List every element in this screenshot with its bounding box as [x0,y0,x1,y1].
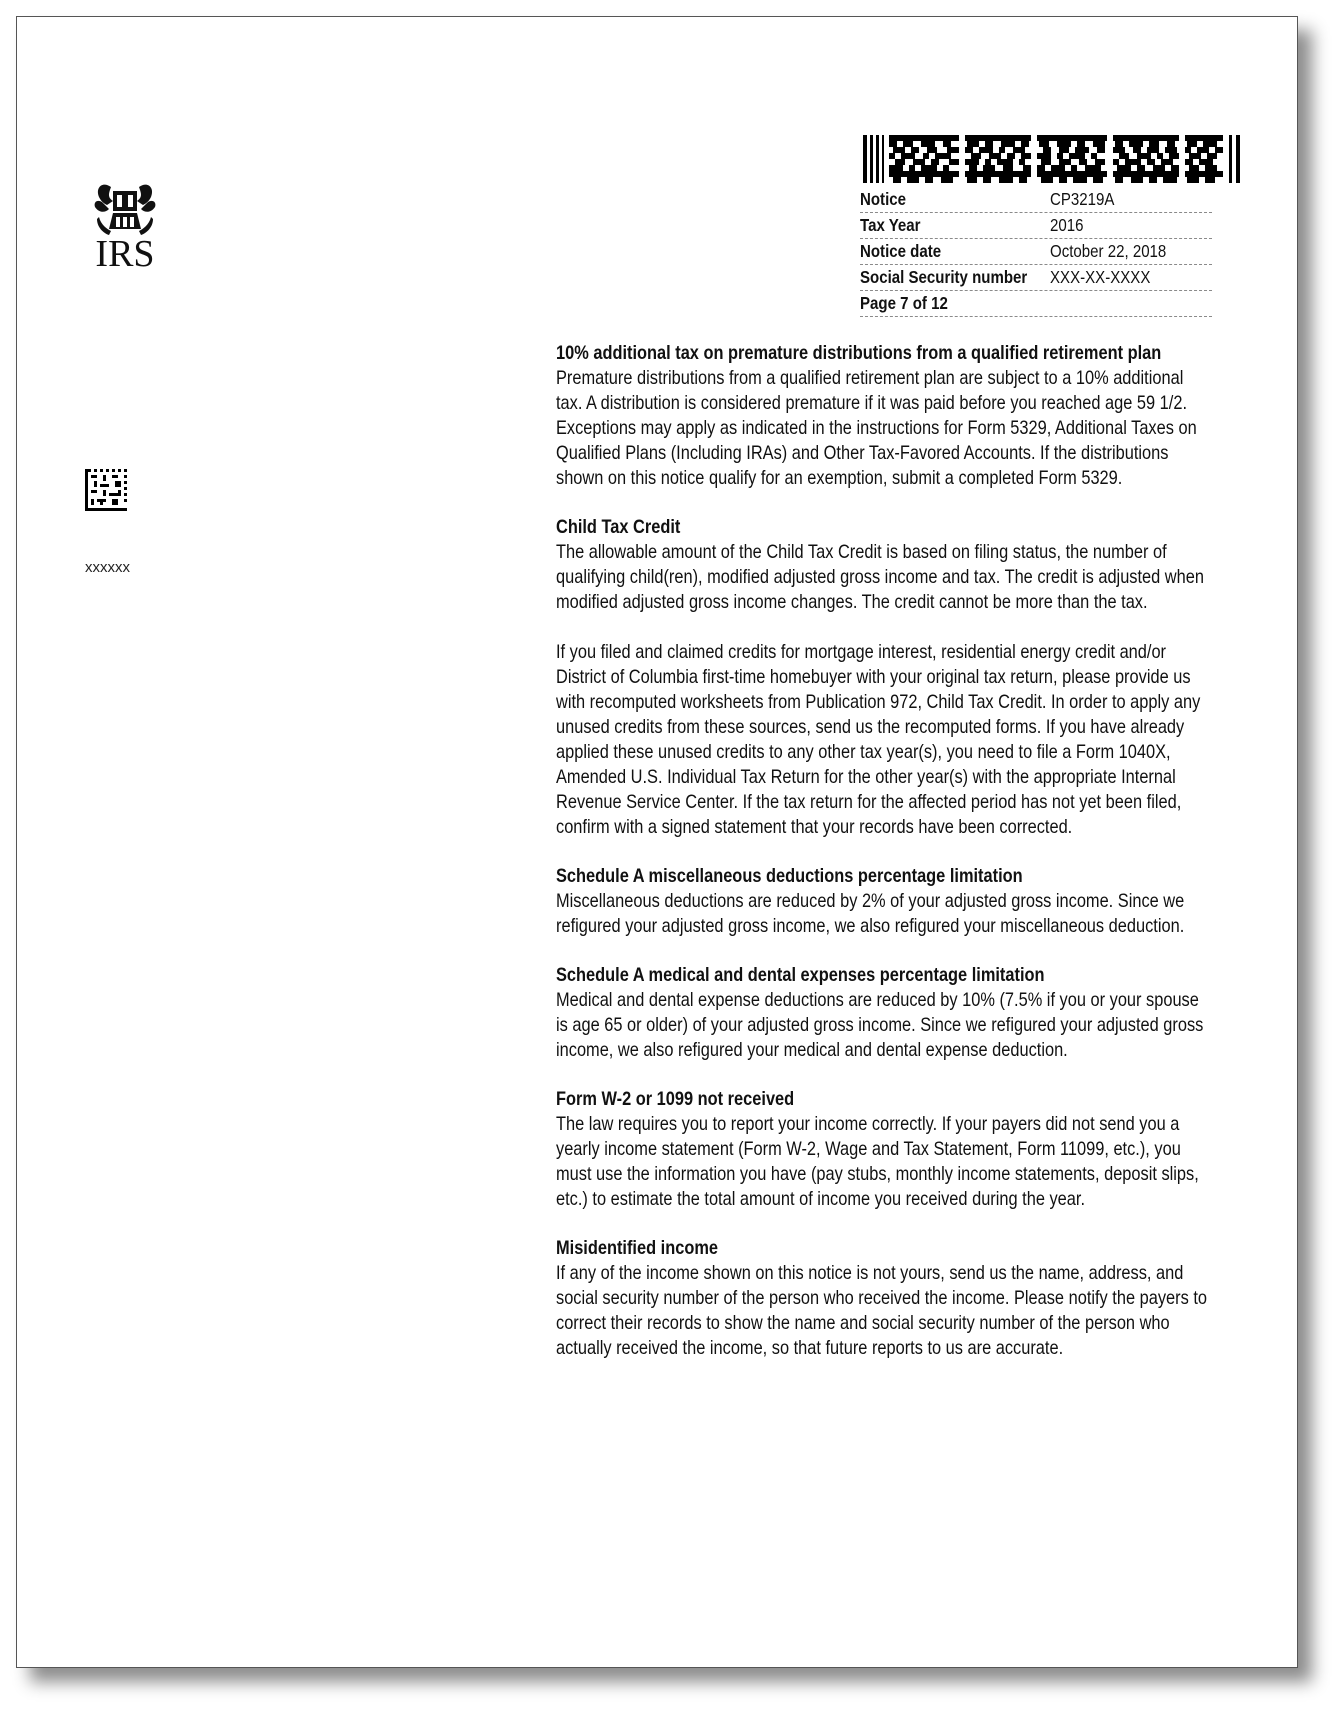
section-heading: Child Tax Credit [556,516,681,538]
notice-section [556,341,1256,491]
datamatrix-code [85,469,127,511]
notice-info-value: XXX-XX-XXXX [1050,267,1151,287]
notice-section [556,1087,1256,1212]
notice-info-value: October 22, 2018 [1050,241,1167,261]
section-paragraph: If you filed and claimed credits for mortgage interest, residential energy credit and/or District of Columbia first-time homebuyer with your original tax return, please provide us with recomputed worksheets from Publication 972, Child Tax Credit. In order to apply any unused credits from these sources, send us the recomputed forms. If you have already applied these unused credits to any other tax year(s), you need to file a Form 1040X, Amended U.S. Individual Tax Return for the other year(s) with the appropriate Internal Revenue Service Center. If the tax return for the affected period has not yet been filed, confirm with a signed statement that your records have been corrected. [556,641,1201,838]
section-paragraph: The allowable amount of the Child Tax Credit is based on filing status, the number of qualifying child(ren), modified adjusted gross income and tax. The credit is adjusted when modified adjusted gross income changes. The credit cannot be more than the tax. [556,541,1204,613]
section-paragraph: If any of the income shown on this notice is not yours, send us the name, address, and social security number of the person who received the income. Please notify the payers to correct their records to show the name and social security number of the person who actually received the income, so that future reports to us are accurate. [556,1262,1207,1359]
irs-logo [83,179,167,273]
notice-info-row [860,239,1212,265]
irs-eagle-icon [89,179,161,237]
notice-body [556,341,1256,1385]
section-paragraph: Miscellaneous deductions are reduced by 2% of your adjusted gross income. Since we refigured your adjusted gross income, we also refigured your miscellaneous deduction. [556,890,1185,937]
notice-page [16,16,1298,1668]
notice-info-row [860,187,1212,213]
notice-info-table [860,187,1212,317]
notice-info-row [860,213,1212,239]
section-heading: 10% additional tax on premature distributions from a qualified retirement plan [556,342,1162,364]
notice-info-row [860,291,1212,317]
notice-info-row [860,265,1212,291]
section-paragraph: The law requires you to report your income correctly. If your payers did not send you a yearly income statement (Form W-2, Wage and Tax Statement, Form 11099, etc.), you must use the information you have (pay stubs, monthly income statements, deposit slips, etc.) to estimate the total amount of income you received during the year. [556,1113,1199,1210]
notice-info-label: Social Security number [860,267,1028,287]
section-paragraph: Medical and dental expense deductions are reduced by 10% (7.5% if you or your spouse is age 65 or older) of your adjusted gross income. Since we refigured your adjusted gross income, we also refigured your medical and dental expense deduction. [556,989,1204,1061]
notice-section [556,515,1256,840]
notice-section [556,963,1256,1063]
notice-section [556,864,1256,939]
notice-info-value: CP3219A [1050,189,1115,209]
notice-info-value: 2016 [1050,215,1084,235]
notice-info-label: Tax Year [860,215,921,235]
notice-section [556,1236,1256,1361]
notice-info-label: Page 7 of 12 [860,293,948,313]
notice-info-label: Notice date [860,241,942,261]
section-heading: Schedule A medical and dental expenses percentage limitation [556,964,1045,986]
section-heading: Misidentified income [556,1237,719,1259]
section-paragraph: Premature distributions from a qualified retirement plan are subject to a 10% additional tax. A distribution is considered premature if it was paid before you reached age 59 1/2. Exceptions may apply as indicated in the instructions for Form 5329, Additional Taxes on Qualified Plans (Including IRAs) and Other Tax-Favored Accounts. If the distributions shown on this notice qualify for an exemption, submit a completed Form 5329. [556,367,1197,489]
notice-info-label: Notice [860,189,906,209]
section-heading: Schedule A miscellaneous deductions percentage limitation [556,865,1023,887]
irs-logo-text: IRS [95,233,155,275]
document-code: xxxxxx [85,559,130,576]
barcode [863,135,1241,183]
section-heading: Form W-2 or 1099 not received [556,1088,795,1110]
